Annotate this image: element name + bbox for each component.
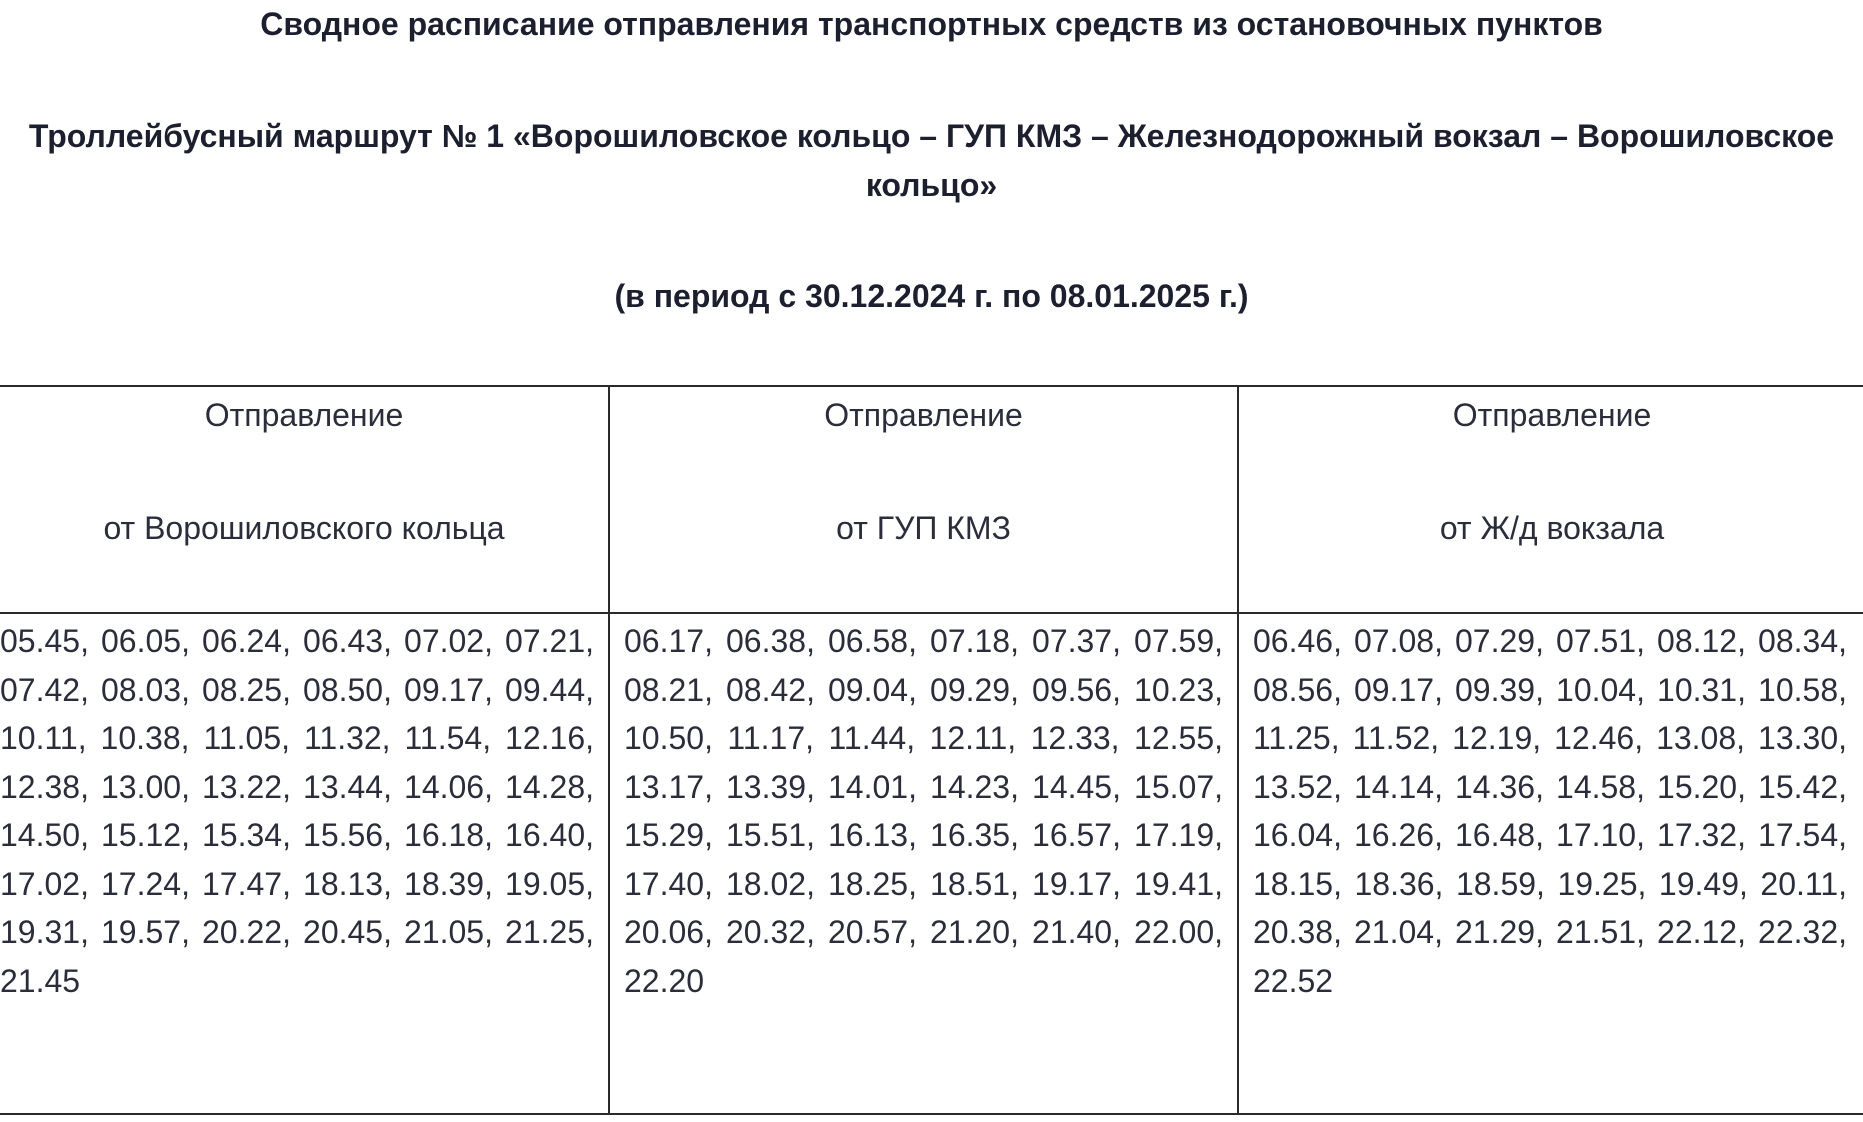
times-cell-railway-station	[1238, 613, 1863, 1114]
page-title: Сводное расписание отправления транспортных средств из остановочных пунктов	[260, 6, 1603, 42]
period-subtitle: (в период с 30.12.2024 г. по 08.01.2025 г.)	[614, 278, 1249, 314]
column-header-railway-station	[1238, 386, 1863, 613]
column-header-title: Отправление	[1452, 397, 1652, 433]
column-header-subtitle: от ГУП КМЗ	[836, 510, 1011, 546]
table-header-row	[0, 386, 1863, 613]
departure-times-list: 05.45, 06.05, 06.24, 06.43, 07.02, 07.21, 07.42, 08.03, 08.25, 08.50, 09.17, 09.44, 10.11, 10.38, 11.05, 11.32, 11.54, 12.16, 12.38, 13.00, 13.22, 13.44, 14.06, 14.28, 14.50, 15.12, 15.34, 15.56, 16.18, 16.40, 17.02, 17.24, 17.47, 18.13, 18.39, 19.05, 19.31, 19.57, 20.22, 20.45, 21.05, 21.25, 21.45	[0, 623, 594, 999]
table-row	[0, 613, 1863, 1114]
times-cell-gup-kmz	[609, 613, 1238, 1114]
column-header-title: Отправление	[824, 397, 1023, 433]
route-title: Троллейбусный маршрут № 1 «Ворошиловское кольцо – ГУП КМЗ – Железнодорожный вокзал – Ворошиловское кольцо»	[28, 118, 1835, 203]
times-cell-voroshilov-ring	[0, 613, 609, 1114]
column-header-voroshilov-ring	[0, 386, 609, 613]
column-header-subtitle: от Ж/д вокзала	[1439, 510, 1665, 546]
column-header-subtitle: от Ворошиловского кольца	[103, 510, 505, 546]
departure-times-list: 06.17, 06.38, 06.58, 07.18, 07.37, 07.59, 08.21, 08.42, 09.04, 09.29, 09.56, 10.23, 10.50, 11.17, 11.44, 12.11, 12.33, 12.55, 13.17, 13.39, 14.01, 14.23, 14.45, 15.07, 15.29, 15.51, 16.13, 16.35, 16.57, 17.19, 17.40, 18.02, 18.25, 18.51, 19.17, 19.41, 20.06, 20.32, 20.57, 21.20, 21.40, 22.00, 22.20	[624, 623, 1223, 999]
departure-schedule-table	[0, 385, 1863, 1115]
column-header-gup-kmz	[609, 386, 1238, 613]
departure-times-list: 06.46, 07.08, 07.29, 07.51, 08.12, 08.34, 08.56, 09.17, 09.39, 10.04, 10.31, 10.58, 11.25, 11.52, 12.19, 12.46, 13.08, 13.30, 13.52, 14.14, 14.36, 14.58, 15.20, 15.42, 16.04, 16.26, 16.48, 17.10, 17.32, 17.54, 18.15, 18.36, 18.59, 19.25, 19.49, 20.11, 20.38, 21.04, 21.29, 21.51, 22.12, 22.32, 22.52	[1253, 623, 1847, 999]
column-header-title: Отправление	[204, 397, 404, 433]
